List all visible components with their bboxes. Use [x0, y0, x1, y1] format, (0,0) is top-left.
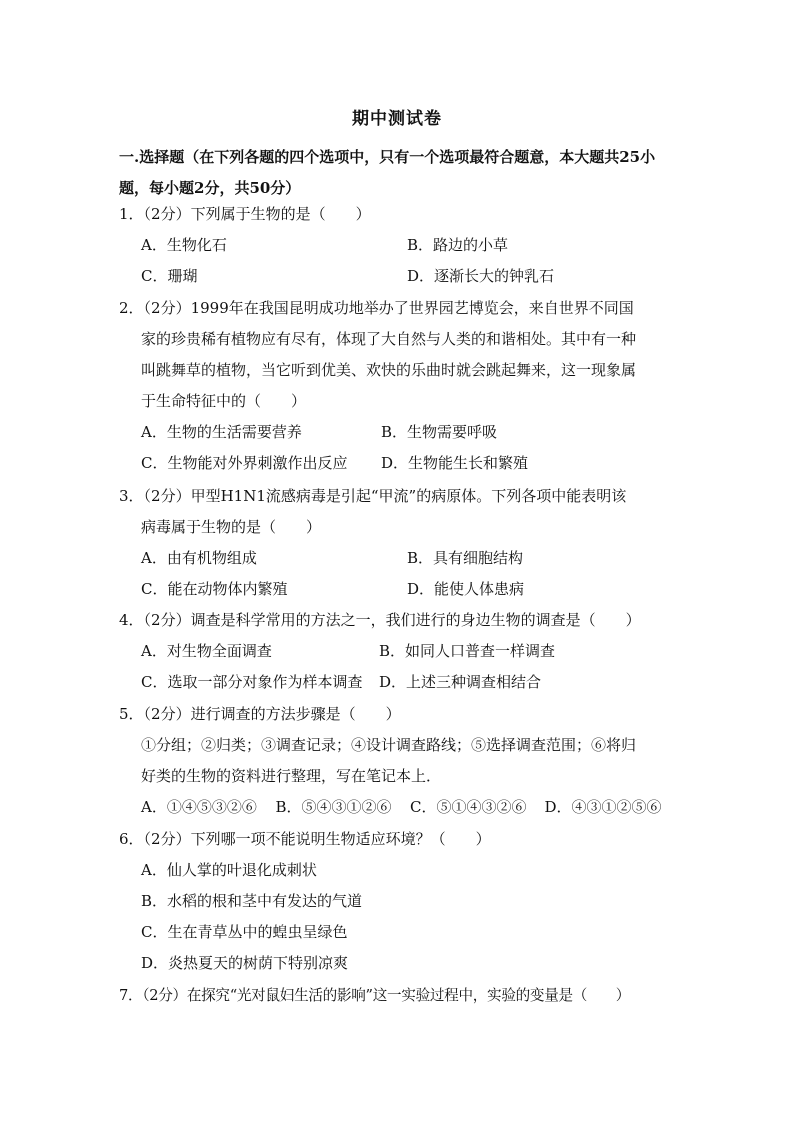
question-2-options-row-1 [119, 417, 679, 448]
question-4-option-c: C．选取一部分对象作为样本调查 [141, 673, 363, 691]
page-title: 期中测试卷 [352, 109, 442, 129]
question-3-stem-line-2: 病毒属于生物的是（ ） [141, 518, 322, 536]
question-4-option-d: D．上述三种调查相结合 [379, 673, 542, 691]
question-5-options-row [119, 792, 679, 823]
question-1 [119, 199, 679, 292]
question-2-option-c: C．生物能对外界刺激作出反应 [141, 454, 348, 472]
question-3-options-row-2 [119, 574, 679, 605]
question-2-stem-line-4: 于生命特征中的（ ） [141, 392, 307, 410]
question-1-stem: 1．（2分）下列属于生物的是（ ） [119, 205, 371, 223]
question-6-option-c: C．生在青草丛中的蝗虫呈绿色 [141, 923, 348, 941]
question-2 [119, 293, 679, 479]
question-3 [119, 481, 679, 605]
question-1-option-c: C．珊瑚 [141, 267, 198, 285]
question-5-line-1: ①分组；②归类；③调查记录；④设计调查路线；⑤选择调查范围；⑥将归 [141, 736, 637, 754]
question-2-option-a: A．生物的生活需要营养 [141, 423, 302, 441]
question-5-option-d: D．④③①②⑤⑥ [544, 798, 662, 816]
question-1-option-b: B．路边的小草 [407, 236, 509, 254]
question-3-option-c: C．能在动物体内繁殖 [141, 580, 288, 598]
question-1-options-row-1 [119, 230, 679, 261]
question-4-option-b: B．如同人口普查一样调查 [379, 642, 556, 660]
question-6-option-a: A．仙人掌的叶退化成刺状 [141, 861, 317, 879]
question-7 [119, 980, 679, 1011]
question-3-option-d: D．能使人体患病 [407, 580, 525, 598]
question-4 [119, 605, 679, 698]
question-3-option-b: B．具有细胞结构 [407, 549, 524, 567]
question-5-line-2: 好类的生物的资料进行整理，写在笔记本上． [141, 767, 442, 785]
question-5-stem: 5．（2分）进行调查的方法步骤是（ ） [119, 705, 401, 723]
question-5-option-a: A．①④⑤③②⑥ [141, 798, 257, 816]
question-2-stem-line-3: 叫跳舞草的植物，当它听到优美、欢快的乐曲时就会跳起舞来，这一现象属 [141, 361, 637, 379]
question-6-stem: 6．（2分）下列哪一项不能说明生物适应环境？（ ） [119, 830, 491, 848]
question-6 [119, 824, 679, 979]
question-6-option-d: D．炎热夏天的树荫下特别凉爽 [141, 954, 349, 972]
question-4-stem: 4．（2分）调查是科学常用的方法之一，我们进行的身边生物的调查是（ ） [119, 611, 641, 629]
section-heading: 一.选择题（在下列各题的四个选项中，只有一个选项最符合题意，本大题共25小题，每小题2分，共50分） [119, 148, 656, 197]
question-4-options-row-2 [119, 667, 679, 698]
question-7-stem: 7．（2分）在探究“光对鼠妇生活的影响”这一实验过程中，实验的变量是（ ） [119, 987, 630, 1004]
question-1-option-d: D．逐渐长大的钟乳石 [407, 267, 555, 285]
question-5-option-b: B．⑤④③①②⑥ [275, 798, 392, 816]
question-2-options-row-2 [119, 448, 679, 479]
question-2-option-b: B．生物需要呼吸 [381, 423, 498, 441]
question-1-options-row-2 [119, 261, 679, 292]
question-2-stem-line-1: 2．（2分）1999年在我国昆明成功地举办了世界园艺博览会，来自世界不同国 [119, 299, 634, 317]
question-3-options-row-1 [119, 543, 679, 574]
question-5 [119, 699, 679, 823]
question-4-option-a: A．对生物全面调查 [141, 642, 272, 660]
question-6-option-b: B．水稻的根和茎中有发达的气道 [141, 892, 363, 910]
question-5-option-c: C．⑤①④③②⑥ [410, 798, 527, 816]
question-3-stem-line-1: 3．（2分）甲型H1N1流感病毒是引起“甲流”的病原体。下列各项中能表明该 [119, 487, 627, 505]
question-2-option-d: D．生物能生长和繁殖 [381, 454, 529, 472]
question-4-options-row-1 [119, 636, 679, 667]
question-3-option-a: A．由有机物组成 [141, 549, 257, 567]
question-1-option-a: A．生物化石 [141, 236, 227, 254]
question-2-stem-line-2: 家的珍贵稀有植物应有尽有，体现了大自然与人类的和谐相处。其中有一种 [141, 330, 637, 348]
